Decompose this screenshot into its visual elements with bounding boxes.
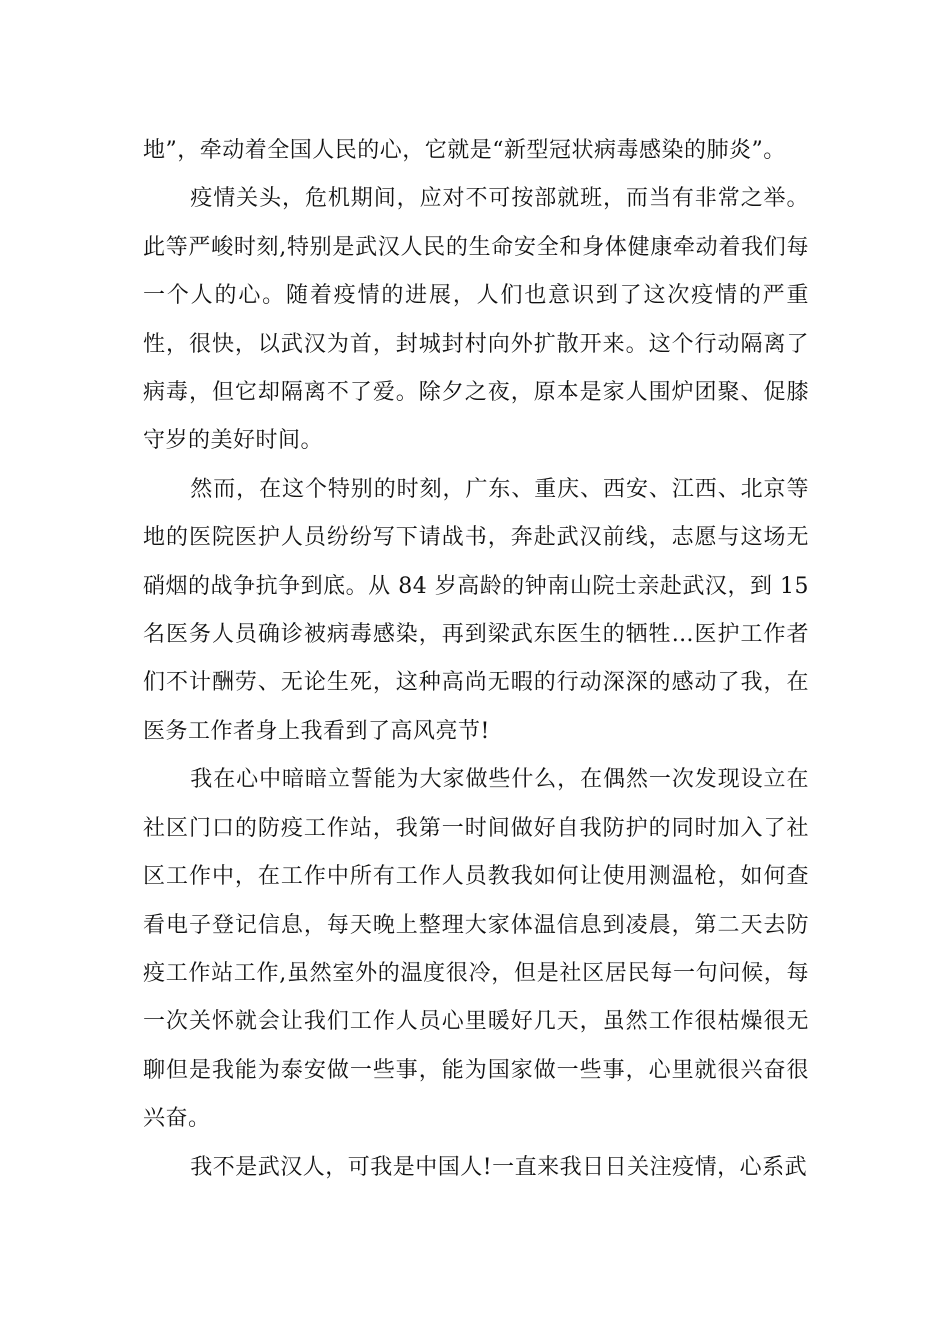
paragraph-2: 疫情关头，危机期间，应对不可按部就班，而当有非常之举。此等严峻时刻,特别是武汉人民的生命安全和身体健康牵动着我们每一个人的心。随着疫情的进展，人们也意识到了这次疫情的严重性，很快，以武汉为首，封城封村向外扩散开来。这个行动隔离了病毒，但它却隔离不了爱。除夕之夜，原本是家人围炉团聚、促膝守岁的美好时间。 — [143, 186, 809, 454]
document-body — [143, 127, 809, 1192]
paragraph-5: 我不是武汉人，可我是中国人!一直来我日日关注疫情，心系武 — [190, 1154, 808, 1180]
paragraph-4: 我在心中暗暗立誓能为大家做些什么，在偶然一次发现设立在社区门口的防疫工作站，我第一时间做好自我防护的同时加入了社区工作中，在工作中所有工作人员教我如何让使用测温枪，如何查看电子登记信息，每天晚上整理大家体温信息到凌晨，第二天去防疫工作站工作,虽然室外的温度很冷，但是社区居民每一句问候，每一次关怀就会让我们工作人员心里暖好几天，虽然工作很枯燥很无聊但是我能为泰安做一些事，能为国家做一些事，心里就很兴奋很兴奋。 — [143, 767, 809, 1132]
paragraph-3: 然而，在这个特别的时刻，广东、重庆、西安、江西、北京等地的医院医护人员纷纷写下请战书，奔赴武汉前线，志愿与这场无硝烟的战争抗争到底。从 84 岁高龄的钟南山院士亲赴武汉，到 15 名医务人员确诊被病毒感染，再到梁武东医生的牺牲…医护工作者们不计酬劳、无论生死，这种高尚无暇的行动深深的感动了我，在医务工作者身上我看到了高风亮节! — [143, 476, 809, 744]
paragraph-1: 地”，牵动着全国人民的心，它就是“新型冠状病毒感染的肺炎”。 — [143, 138, 786, 163]
